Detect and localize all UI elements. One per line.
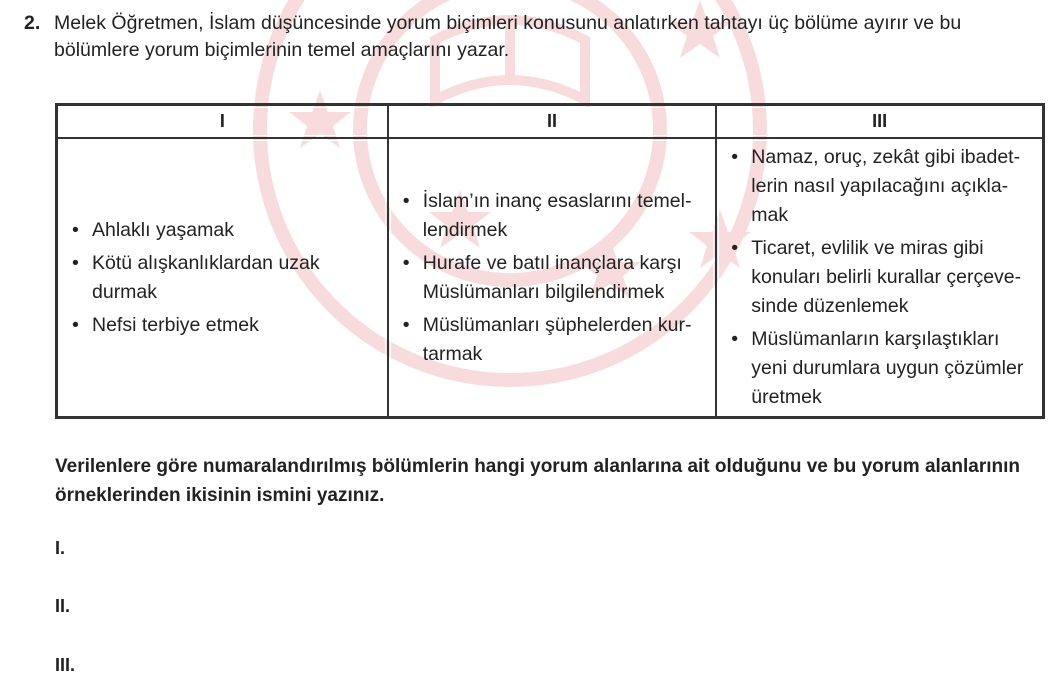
column-cell-2: [388, 138, 717, 417]
aims-table: [55, 103, 1045, 419]
table-row: [57, 138, 1043, 417]
column-cell-3: [716, 138, 1043, 417]
column-cell-1: [57, 138, 388, 417]
aims-list-1: [70, 216, 377, 340]
aims-list-2: [401, 187, 706, 369]
answer-label-1: I.: [55, 538, 66, 558]
list-item: • Müslümanların karşılaştıkları yeni durumlara uygun çözümler üretmek: [729, 325, 1032, 412]
question-text: Melek Öğretmen, İslam düşüncesinde yorum biçimleri konusunu anlatırken tahtayı üç bölüme ayırır ve bu bölümlere yorum biçimlerinin temel amaçlarını yazar.: [54, 12, 962, 61]
table-header-row: [57, 105, 1043, 138]
column-header-1: I: [57, 105, 388, 138]
list-item: • İslam’ın inanç esaslarını temel-lendirmek: [401, 187, 706, 245]
column-header-3: III: [716, 105, 1043, 138]
list-item: • Kötü alışkanlıklardan uzak durmak: [70, 249, 377, 307]
list-item: • Nefsi terbiye etmek: [70, 311, 377, 340]
list-item: • Ahlaklı yaşamak: [70, 216, 377, 245]
answer-label-2: II.: [55, 596, 71, 616]
list-item: • Ticaret, evlilik ve miras gibi konuları belirli kurallar çerçeve-sinde düzenlemek: [729, 234, 1032, 321]
list-item: • Namaz, oruç, zekât gibi ibadet-lerin nasıl yapılacağını açıkla-mak: [729, 143, 1032, 230]
list-item: • Müslümanları şüphelerden kur-tarmak: [401, 311, 706, 369]
aims-list-3: [729, 143, 1032, 412]
instruction-text: Verilenlere göre numaralandırılmış bölümlerin hangi yorum alanlarına ait olduğunu ve bu yorum alanlarının örneklerinden ikisinin ismini yazınız.: [55, 456, 1020, 506]
question-block: [24, 10, 1044, 64]
answer-label-3: III.: [55, 655, 76, 675]
column-header-2: II: [388, 105, 717, 138]
question-number: 2.: [24, 12, 41, 34]
list-item: • Hurafe ve batıl inançlara karşı Müslümanları bilgilendirmek: [401, 249, 706, 307]
